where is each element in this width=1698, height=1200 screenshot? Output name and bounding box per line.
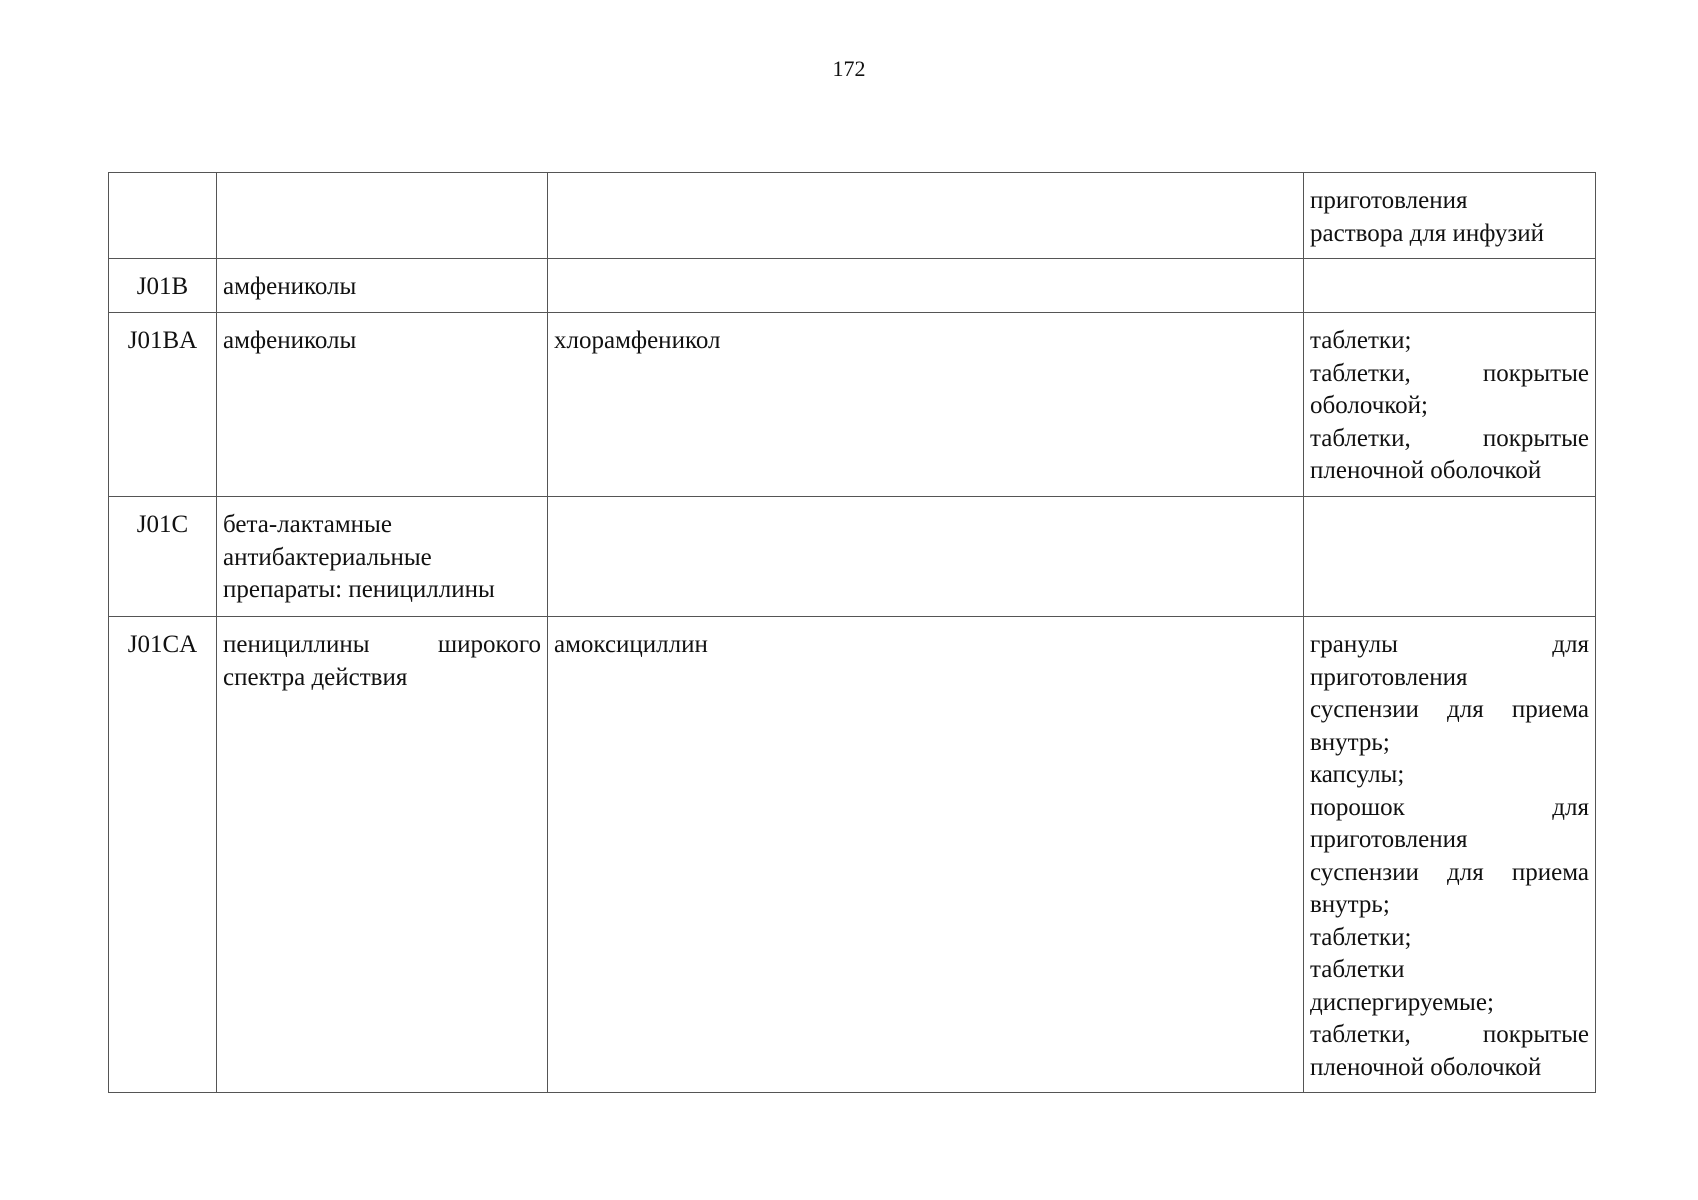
dosage-form-line: таблетки, покрытые [1310, 424, 1589, 452]
group-line: бета-лактамные [223, 511, 392, 538]
group-cell [217, 313, 548, 497]
dosage-form-line: пленочной оболочкой [1310, 457, 1542, 484]
table-row [109, 259, 1596, 313]
table-row [109, 313, 1596, 497]
table-row [109, 173, 1596, 259]
substance-cell: амоксициллин [548, 617, 1304, 1093]
dosage-form-line: таблетки; [1310, 923, 1412, 951]
dosage-form-line: приготовления [1310, 187, 1468, 214]
dosage-forms-cell [1304, 259, 1596, 313]
group-cell [217, 617, 548, 1093]
dosage-form-line: раствора для инфузий [1310, 219, 1545, 247]
dosage-form-line: приготовления [1310, 826, 1468, 853]
dosage-form-line: таблетки, покрытые [1310, 359, 1589, 387]
substance-cell [548, 497, 1304, 617]
dosage-form-line: таблетки, покрытые [1310, 1021, 1589, 1048]
atc-code-cell: J01BA [109, 313, 217, 497]
substance-cell [548, 259, 1304, 313]
table-row [109, 497, 1596, 617]
substance-cell: хлорамфеникол [548, 313, 1304, 497]
atc-code-cell: J01C [109, 497, 217, 617]
group-cell [217, 497, 548, 617]
group-cell [217, 173, 548, 259]
dosage-form-line: приготовления [1310, 663, 1468, 691]
dosage-form-line: порошок для [1310, 793, 1589, 821]
dosage-forms-cell [1304, 617, 1596, 1093]
dosage-form-line: гранулы для [1310, 631, 1589, 658]
group-line: амфениколы [223, 273, 357, 300]
drug-table [108, 172, 1596, 1093]
dosage-form-line: таблетки [1310, 956, 1405, 983]
group-line: препараты: пенициллины [223, 576, 495, 603]
group-line: пенициллины широкого [223, 631, 541, 658]
table-row [109, 617, 1596, 1093]
dosage-form-line: внутрь; [1310, 891, 1390, 918]
atc-code-cell: J01B [109, 259, 217, 313]
group-line: спектра действия [223, 663, 408, 691]
dosage-forms-cell [1304, 497, 1596, 617]
dosage-forms-cell [1304, 313, 1596, 497]
dosage-form-line: капсулы; [1310, 761, 1405, 788]
dosage-forms-cell [1304, 173, 1596, 259]
atc-code-cell [109, 173, 217, 259]
page-number: 172 [832, 56, 866, 81]
group-line: амфениколы [223, 327, 357, 354]
dosage-form-line: оболочкой; [1310, 392, 1428, 419]
dosage-form-line: суспензии для приема [1310, 858, 1589, 886]
dosage-form-line: внутрь; [1310, 728, 1390, 756]
dosage-form-line: таблетки; [1310, 327, 1412, 354]
group-line: антибактериальные [223, 543, 432, 571]
dosage-form-line: суспензии для приема [1310, 696, 1589, 723]
atc-code-cell: J01CA [109, 617, 217, 1093]
group-cell [217, 259, 548, 313]
dosage-form-line: диспергируемые; [1310, 988, 1494, 1016]
substance-cell [548, 173, 1304, 259]
dosage-form-line: пленочной оболочкой [1310, 1053, 1542, 1081]
